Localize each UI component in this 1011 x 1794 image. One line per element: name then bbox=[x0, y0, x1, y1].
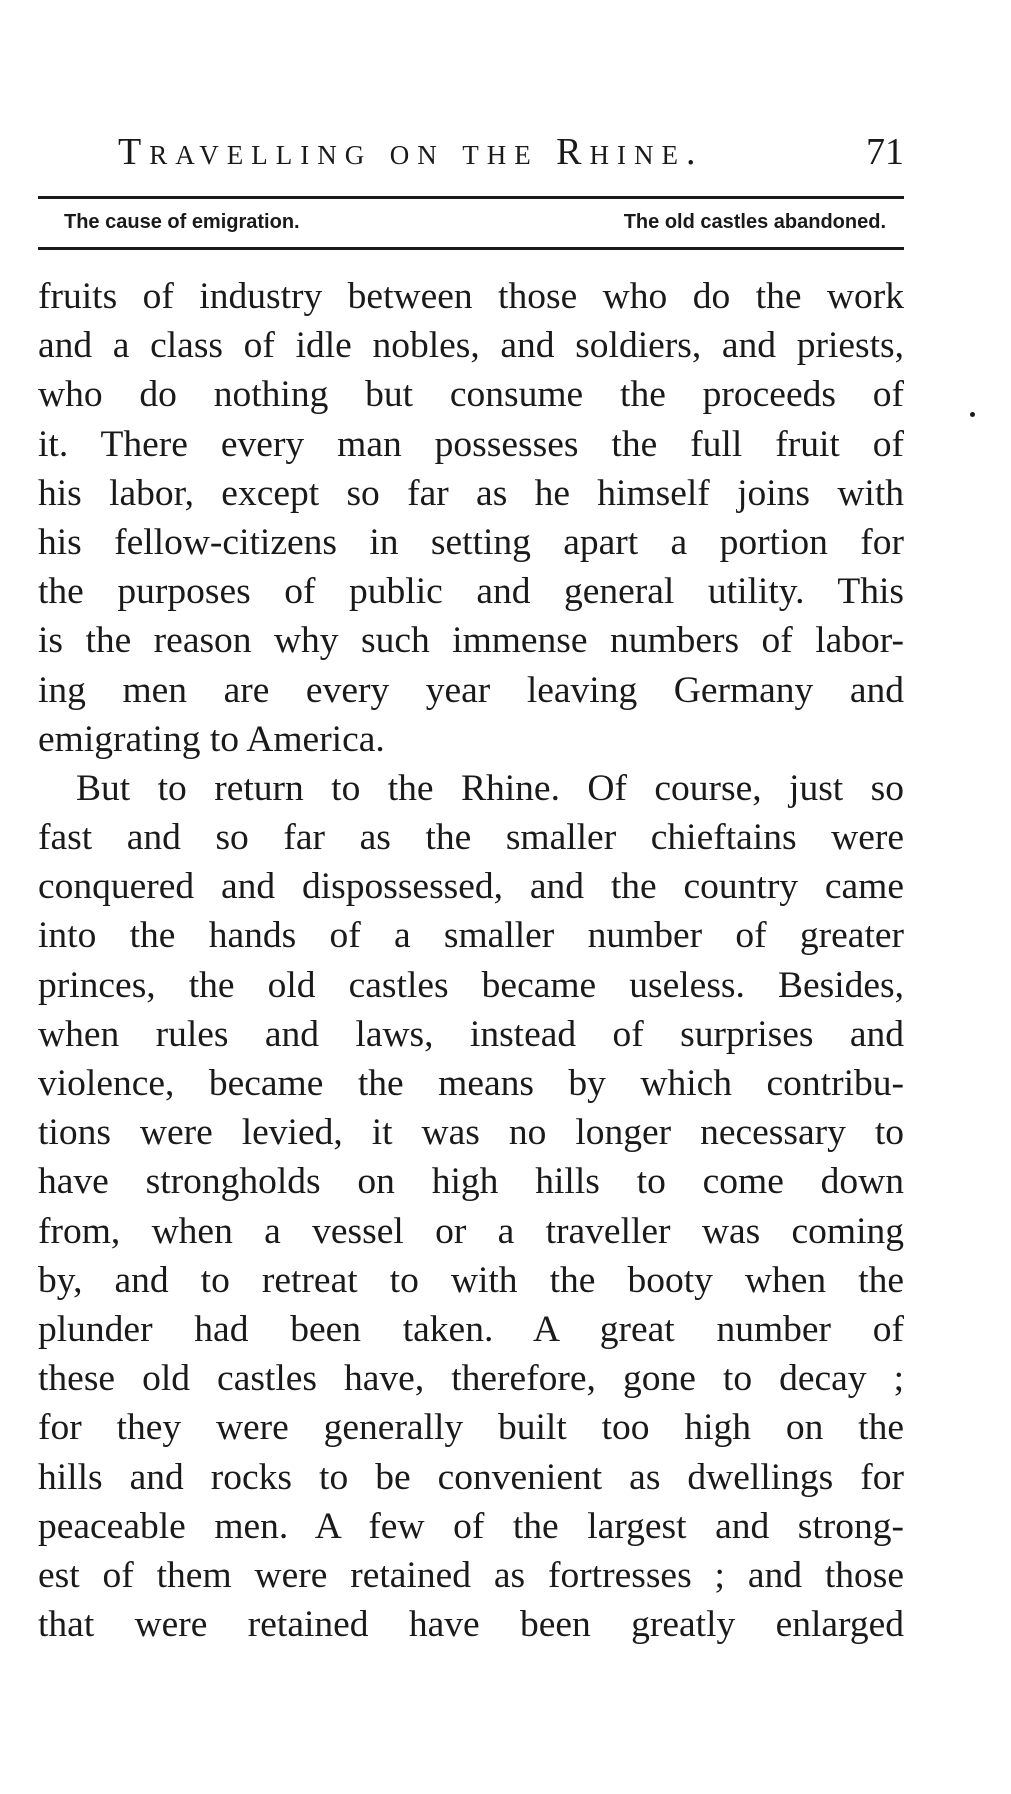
text-line: for they were generally built too high on the bbox=[38, 1407, 904, 1449]
running-title: Travelling on the Rhine. bbox=[118, 131, 704, 173]
text-line: fruits of industry between those who do the work bbox=[38, 276, 904, 317]
text-line: his fellow-citizens in setting apart a portion for bbox=[38, 521, 904, 563]
text-line: ing men are every year leaving Germany and bbox=[38, 669, 904, 711]
text-line: when rules and laws, instead of surprises and bbox=[38, 1013, 904, 1055]
text-line: hills and rocks to be convenient as dwellings for bbox=[38, 1456, 904, 1498]
subhead-right: The old castles abandoned. bbox=[623, 211, 886, 233]
text-line: emigrating to America. bbox=[38, 718, 385, 760]
paragraph bbox=[38, 764, 904, 1649]
text-line: who do nothing but consume the proceeds of bbox=[38, 374, 904, 416]
text-line: by, and to retreat to with the booty when the bbox=[38, 1259, 904, 1301]
text-line: that were retained have been greatly enlarged bbox=[38, 1604, 904, 1646]
text-line: princes, the old castles became useless. Besides, bbox=[38, 964, 904, 1006]
paragraph bbox=[38, 272, 904, 764]
text-line: violence, became the means by which contribu- bbox=[38, 1063, 904, 1104]
header-rule-bottom bbox=[38, 247, 904, 250]
subheads bbox=[38, 203, 904, 243]
text-line: conquered and dispossessed, and the country came bbox=[38, 866, 904, 908]
text-line: his labor, except so far as he himself joins with bbox=[38, 472, 904, 514]
text-line: peaceable men. A few of the largest and strong- bbox=[38, 1505, 904, 1547]
text-line: have strongholds on high hills to come down bbox=[38, 1161, 904, 1203]
text-line: these old castles have, therefore, gone to decay ; bbox=[38, 1358, 904, 1400]
text-line: est of them were retained as fortresses ; and those bbox=[38, 1554, 904, 1596]
text-line: tions were levied, it was no longer necessary to bbox=[38, 1112, 904, 1154]
text-line: it. There every man possesses the full fruit of bbox=[38, 423, 904, 465]
text-line: the purposes of public and general utility. This bbox=[38, 571, 904, 613]
text-line: from, when a vessel or a traveller was coming bbox=[38, 1210, 904, 1252]
page-number: 71 bbox=[866, 131, 904, 173]
text-line: is the reason why such immense numbers of labor- bbox=[38, 620, 904, 662]
header-rule-top bbox=[38, 196, 904, 199]
text-line: But to return to the Rhine. Of course, just so bbox=[76, 767, 904, 809]
text-line: into the hands of a smaller number of greater bbox=[38, 915, 904, 957]
running-head bbox=[38, 120, 904, 180]
ink-speck bbox=[970, 412, 975, 417]
text-line: and a class of idle nobles, and soldiers, and priests, bbox=[38, 325, 904, 367]
text-line: plunder had been taken. A great number of bbox=[38, 1308, 904, 1350]
body-text bbox=[38, 272, 904, 1649]
text-line: fast and so far as the smaller chieftains were bbox=[38, 817, 904, 859]
subhead-left: The cause of emigration. bbox=[64, 211, 300, 233]
